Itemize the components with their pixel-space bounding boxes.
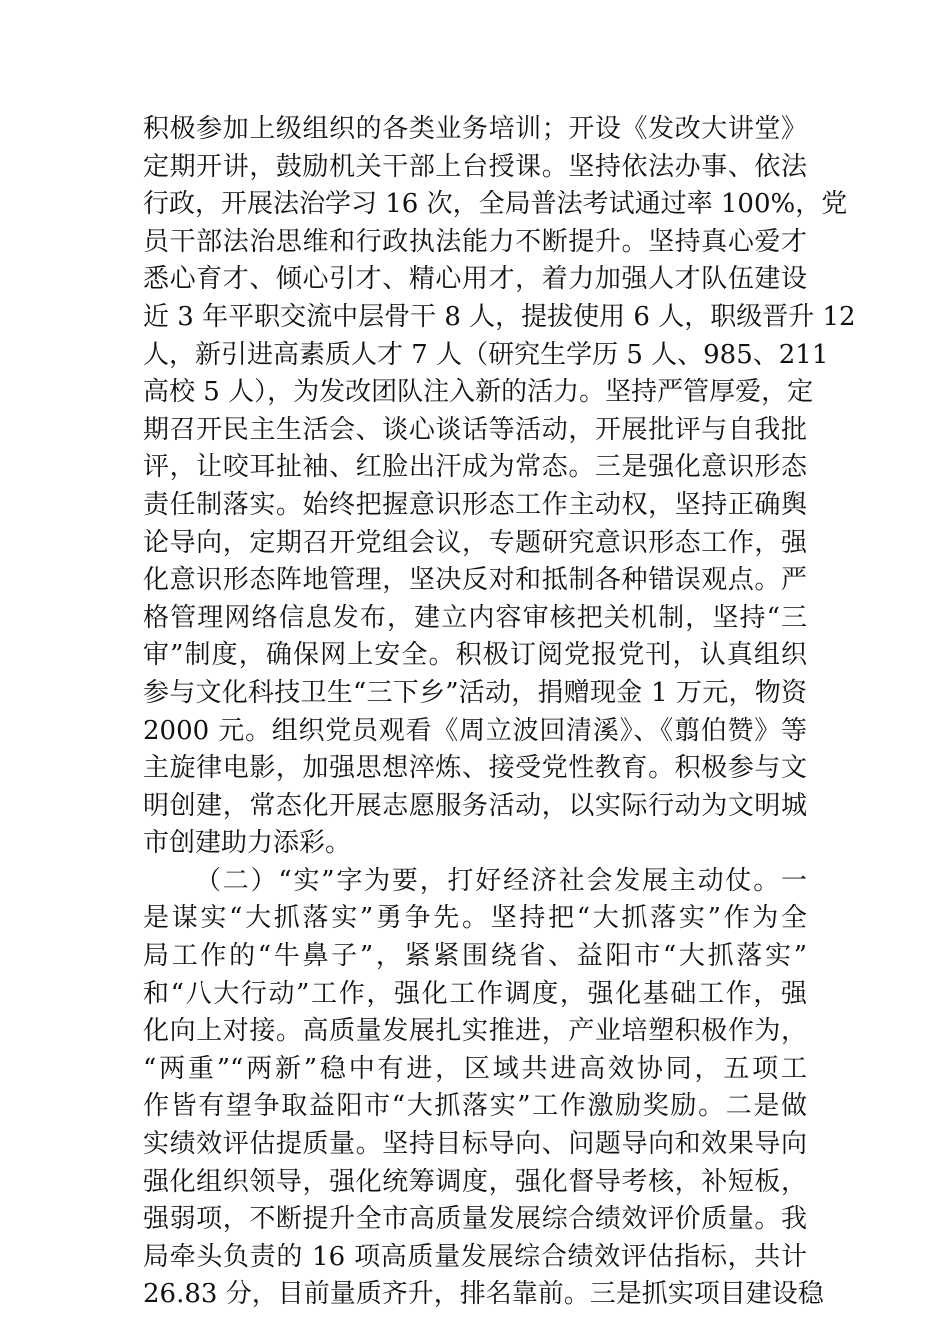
text-line: 近 3 年平职交流中层骨干 8 人，提拔使用 6 人，职级晋升 12 bbox=[143, 301, 856, 332]
text-line: 定期开讲，鼓励机关干部上台授课。坚持依法办事、依法 bbox=[143, 151, 807, 182]
text-line: 参与文化科技卫生“三下乡”活动，捐赠现金 1 万元，物资 bbox=[143, 677, 807, 708]
text-line: 积极参加上级组织的各类业务培训；开设《发改大讲堂》 bbox=[143, 114, 807, 144]
text-line: 作皆有望争取益阳市“大抓落实”工作激励奖励。二是做 bbox=[143, 1091, 807, 1122]
text-line: 化意识形态阵地管理，坚决反对和抵制各种错误观点。严 bbox=[143, 565, 807, 596]
text-line: 26.83 分，目前量质齐升，排名靠前。三是抓实项目建设稳 bbox=[143, 1279, 824, 1310]
text-line: “两重”“两新”稳中有进，区域共进高效协同，五项工 bbox=[143, 1053, 807, 1084]
paragraph bbox=[143, 863, 824, 1314]
text-line: 局牵头负责的 16 项高质量发展综合绩效评估指标，共计 bbox=[143, 1241, 807, 1272]
text-line: 责任制落实。始终把握意识形态工作主动权，坚持正确舆 bbox=[143, 489, 807, 520]
text-line: 强化组织领导，强化统筹调度，强化督导考核，补短板， bbox=[143, 1166, 807, 1197]
text-line: 评，让咬耳扯袖、红脸出汗成为常态。三是强化意识形态 bbox=[143, 452, 807, 483]
text-line: 员干部法治思维和行政执法能力不断提升。坚持真心爱才 bbox=[143, 226, 807, 257]
text-line: 人，新引进高素质人才 7 人（研究生学历 5 人、985、211 bbox=[143, 339, 829, 370]
text-line: 期召开民主生活会、谈心谈话等活动，开展批评与自我批 bbox=[143, 414, 807, 445]
text-line: 2000 元。组织党员观看《周立波回清溪》、《翦伯赞》等 bbox=[143, 715, 807, 746]
text-line: 行政，开展法治学习 16 次，全局普法考试通过率 100%，党 bbox=[143, 189, 848, 220]
text-line: 和“八大行动”工作，强化工作调度，强化基础工作，强 bbox=[143, 978, 807, 1009]
text-line: 审”制度，确保网上安全。积极订阅党报党刊，认真组织 bbox=[143, 640, 807, 671]
text-line: 是谋实“大抓落实”勇争先。坚持把“大抓落实”作为全 bbox=[143, 903, 807, 934]
text-line: （二）“实”字为要，打好经济社会发展主动仗。一 bbox=[195, 865, 807, 896]
paragraph bbox=[143, 111, 856, 863]
text-line: 局工作的“牛鼻子”，紧紧围绕省、益阳市“大抓落实” bbox=[143, 941, 807, 972]
text-line: 强弱项，不断提升全市高质量发展综合绩效评价质量。我 bbox=[143, 1204, 807, 1235]
text-line: 高校 5 人），为发改团队注入新的活力。坚持严管厚爱，定 bbox=[143, 377, 814, 408]
text-line: 市创建助力添彩。 bbox=[143, 828, 352, 859]
body-text bbox=[143, 111, 856, 1314]
text-line: 论导向，定期召开党组会议，专题研究意识形态工作，强 bbox=[143, 527, 807, 558]
text-line: 悉心育才、倾心引才、精心用才，着力加强人才队伍建设 bbox=[143, 264, 807, 295]
text-line: 实绩效评估提质量。坚持目标导向、问题导向和效果导向 bbox=[143, 1129, 807, 1160]
text-line: 主旋律电影，加强思想淬炼、接受党性教育。积极参与文 bbox=[143, 753, 807, 784]
text-line: 化向上对接。高质量发展扎实推进，产业培塑积极作为， bbox=[143, 1016, 807, 1047]
text-line: 格管理网络信息发布，建立内容审核把关机制，坚持“三 bbox=[143, 602, 807, 633]
text-line: 明创建，常态化开展志愿服务活动，以实际行动为文明城 bbox=[143, 790, 807, 821]
